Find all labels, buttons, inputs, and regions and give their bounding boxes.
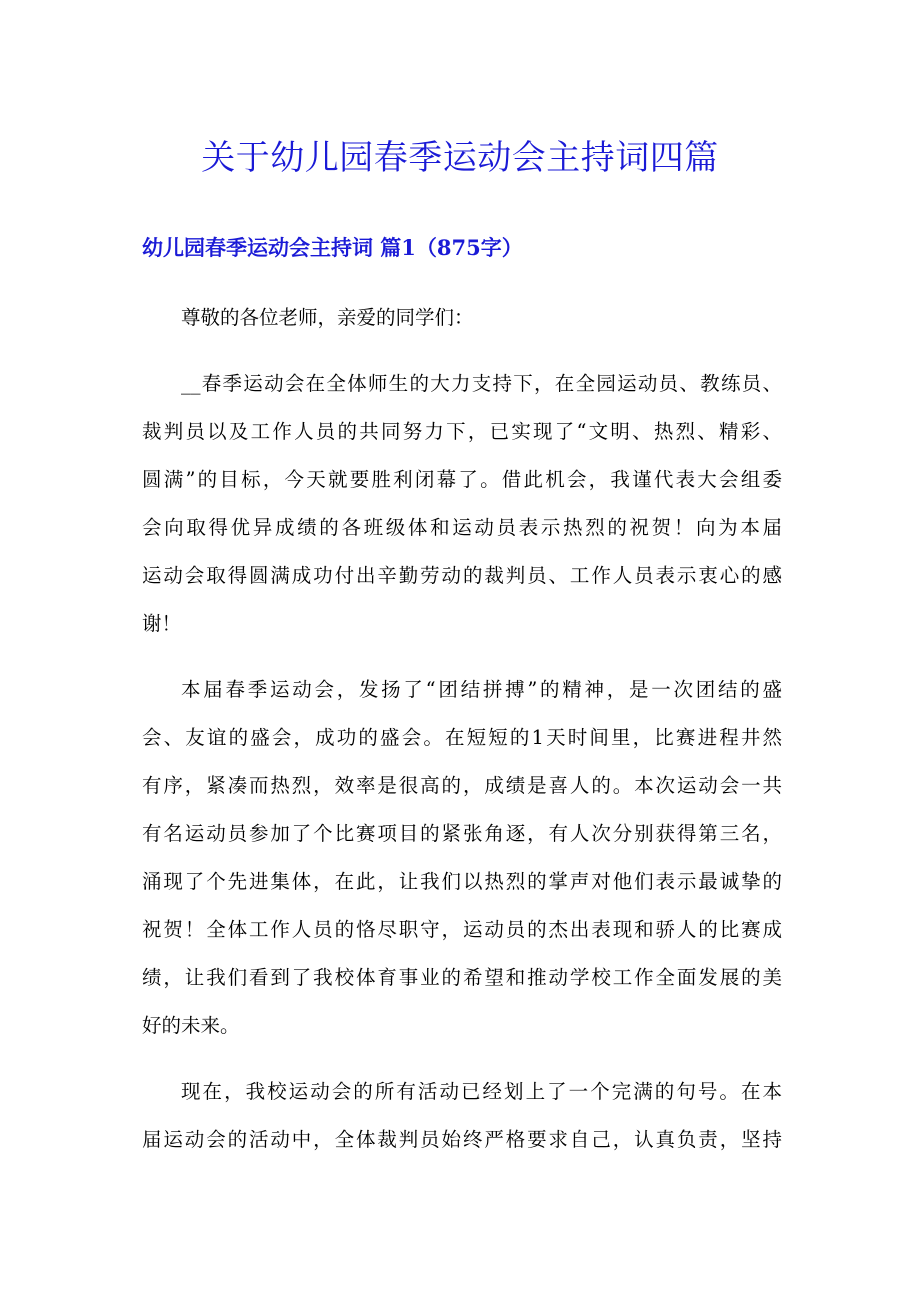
text-line: 谢！ xyxy=(142,612,182,635)
text-line: 裁判员以及工作人员的共同努力下，已实现了“文明、热烈、精彩、 xyxy=(142,420,782,443)
section-heading: 幼儿园春季运动会主持词 篇1（875字） xyxy=(142,235,523,260)
text-line: 届运动会的活动中，全体裁判员始终严格要求自己，认真负责，坚持 xyxy=(142,1128,782,1151)
text-line: 涌现了个先进集体，在此，让我们以热烈的掌声对他们表示最诚挚的 xyxy=(142,870,782,893)
text-line: 好的未来。 xyxy=(142,1014,240,1037)
paragraph-body-2 xyxy=(142,666,782,1050)
text-line: 有序，紧凑而热烈，效率是很高的，成绩是喜人的。本次运动会一共 xyxy=(142,774,782,797)
text-line: 有名运动员参加了个比赛项目的紧张角逐，有人次分别获得第三名， xyxy=(142,822,782,845)
text-line: 尊敬的各位老师，亲爱的同学们： xyxy=(181,306,474,329)
paragraph-body-3 xyxy=(142,1068,782,1164)
text-line: 本届春季运动会，发扬了“团结拼搏”的精神，是一次团结的盛 xyxy=(181,678,782,701)
text-line: 会、友谊的盛会，成功的盛会。在短短的1天时间里，比赛进程井然 xyxy=(142,726,782,749)
paragraph-greeting xyxy=(142,294,782,342)
text-line: __春季运动会在全体师生的大力支持下，在全园运动员、教练员、 xyxy=(181,372,782,395)
text-line: 绩，让我们看到了我校体育事业的希望和推动学校工作全面发展的美 xyxy=(142,966,782,989)
text-line: 会向取得优异成绩的各班级体和运动员表示热烈的祝贺！向为本届 xyxy=(142,516,782,539)
paragraph-body-1 xyxy=(142,360,782,648)
text-line: 现在，我校运动会的所有活动已经划上了一个完满的句号。在本 xyxy=(181,1080,782,1103)
text-line: 祝贺！全体工作人员的恪尽职守，运动员的杰出表现和骄人的比赛成 xyxy=(142,918,782,941)
text-line: 圆满”的目标，今天就要胜利闭幕了。借此机会，我谨代表大会组委 xyxy=(142,468,782,491)
text-line: 运动会取得圆满成功付出辛勤劳动的裁判员、工作人员表示衷心的感 xyxy=(142,564,782,587)
document-title: 关于幼儿园春季运动会主持词四篇 xyxy=(201,138,719,178)
